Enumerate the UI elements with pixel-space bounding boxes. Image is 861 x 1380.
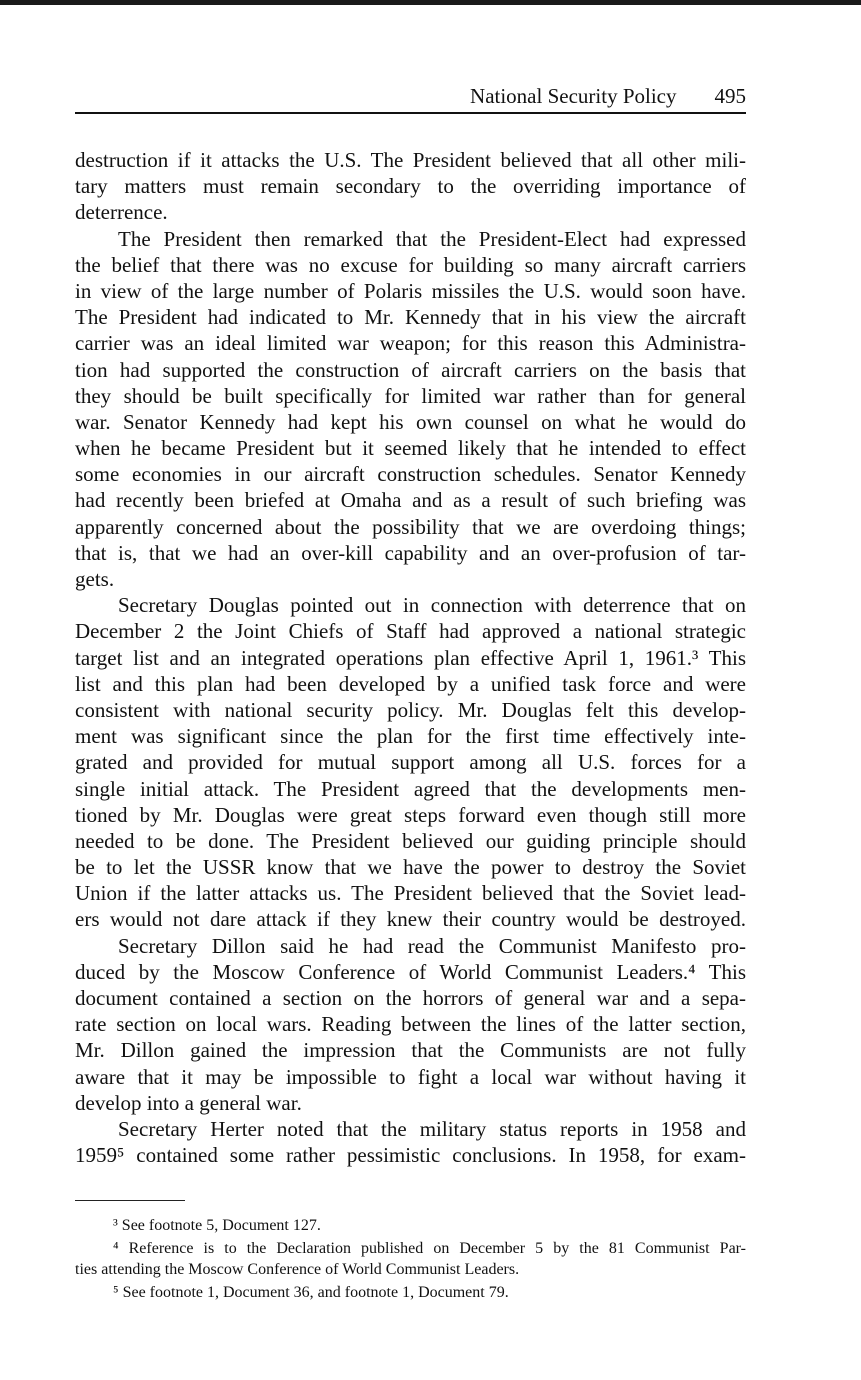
- text-line: Secretary Herter noted that the military status reports in 1958 and: [118, 1116, 746, 1141]
- text-line: needed to be done. The President believed our guiding principle should: [75, 828, 746, 853]
- text-line: aware that it may be impossible to fight a local war without having it: [75, 1064, 746, 1089]
- text-line: grated and provided for mutual support among all U.S. forces for a: [75, 750, 746, 775]
- text-line: the belief that there was no excuse for building so many aircraft carriers: [75, 252, 746, 277]
- footnote-line: ties attending the Moscow Conference of World Communist Leaders.: [75, 1261, 520, 1278]
- footnotes: [75, 1215, 746, 1304]
- text-line: be to let the USSR know that we have the power to destroy the Soviet: [75, 855, 746, 880]
- text-line: some economies in our aircraft construction schedules. Senator Kennedy: [75, 462, 746, 487]
- text-line: gets.: [75, 567, 115, 591]
- text-line: deterrence.: [75, 200, 168, 225]
- text-line: they should be built specifically for limited war rather than for general: [75, 383, 746, 408]
- text-line: The President had indicated to Mr. Kennedy that in his view the aircraft: [75, 305, 746, 330]
- text-line: had recently been briefed at Omaha and as a result of such briefing was: [75, 488, 746, 513]
- text-line: apparently concerned about the possibility that we are overdoing things;: [75, 514, 746, 539]
- text-line: duced by the Moscow Conference of World Communist Leaders.⁴ This: [75, 959, 746, 984]
- text-line: in view of the large number of Polaris missiles the U.S. would soon have.: [75, 278, 746, 303]
- text-line: December 2 the Joint Chiefs of Staff had approved a national strategic: [75, 619, 746, 644]
- footnote: [75, 1238, 746, 1281]
- text-line: when he became President but it seemed likely that he intended to effect: [75, 436, 746, 461]
- text-line: The President then remarked that the President-Elect had expressed: [118, 226, 746, 251]
- running-header: [75, 84, 746, 112]
- page-number: 495: [714, 84, 746, 108]
- text-line: destruction if it attacks the U.S. The President believed that all other mili-: [75, 148, 746, 172]
- text-line: carrier was an ideal limited war weapon; for this reason this Administra-: [75, 331, 746, 356]
- text-line: single initial attack. The President agreed that the developments men-: [75, 776, 746, 801]
- text-line: Secretary Dillon said he had read the Communist Manifesto pro-: [118, 933, 746, 958]
- text-line: tary matters must remain secondary to the overriding importance of: [75, 174, 746, 199]
- footnote-rule: [75, 1200, 185, 1201]
- paragraph: [75, 1116, 746, 1168]
- text-line: Union if the latter attacks us. The President believed that the Soviet lead-: [75, 881, 746, 906]
- footnote: [75, 1282, 746, 1304]
- paragraph: [75, 933, 746, 1116]
- footnote-line: ³ See footnote 5, Document 127.: [113, 1217, 321, 1234]
- text-line: that is, that we had an over-kill capability and an over-profusion of tar-: [75, 540, 746, 565]
- running-header-title: National Security Policy: [470, 84, 677, 108]
- text-line: war. Senator Kennedy had kept his own counsel on what he would do: [75, 409, 746, 434]
- text-line: ers would not dare attack if they knew their country would be destroyed.: [75, 907, 746, 932]
- footnote: [75, 1215, 746, 1237]
- text-line: target list and an integrated operations plan effective April 1, 1961.³ This: [75, 645, 746, 670]
- scan-top-border: [0, 0, 861, 5]
- text-line: Mr. Dillon gained the impression that the Communists are not fully: [75, 1038, 746, 1063]
- text-line: Secretary Douglas pointed out in connection with deterrence that on: [118, 593, 746, 618]
- paragraph: [75, 226, 746, 593]
- text-line: tioned by Mr. Douglas were great steps forward even though still more: [75, 802, 746, 827]
- body-text: [75, 147, 746, 1168]
- paragraph: [75, 592, 746, 932]
- header-rule: [75, 112, 746, 114]
- text-line: document contained a section on the horrors of general war and a sepa-: [75, 986, 746, 1010]
- text-line: list and this plan had been developed by a unified task force and were: [75, 671, 746, 696]
- text-line: ment was significant since the plan for the first time effectively inte-: [75, 724, 746, 749]
- footnote-line: ⁵ See footnote 1, Document 36, and footnote 1, Document 79.: [113, 1283, 509, 1301]
- text-line: 1959⁵ contained some rather pessimistic conclusions. In 1958, for exam-: [75, 1143, 746, 1168]
- footnote-line: ⁴ Reference is to the Declaration published on December 5 by the 81 Communist Par-: [113, 1239, 746, 1257]
- text-line: tion had supported the construction of aircraft carriers on the basis that: [75, 357, 746, 382]
- text-line: consistent with national security policy. Mr. Douglas felt this develop-: [75, 697, 746, 722]
- paragraph: [75, 147, 746, 226]
- text-line: rate section on local wars. Reading between the lines of the latter section,: [75, 1012, 746, 1037]
- text-line: develop into a general war.: [75, 1090, 302, 1115]
